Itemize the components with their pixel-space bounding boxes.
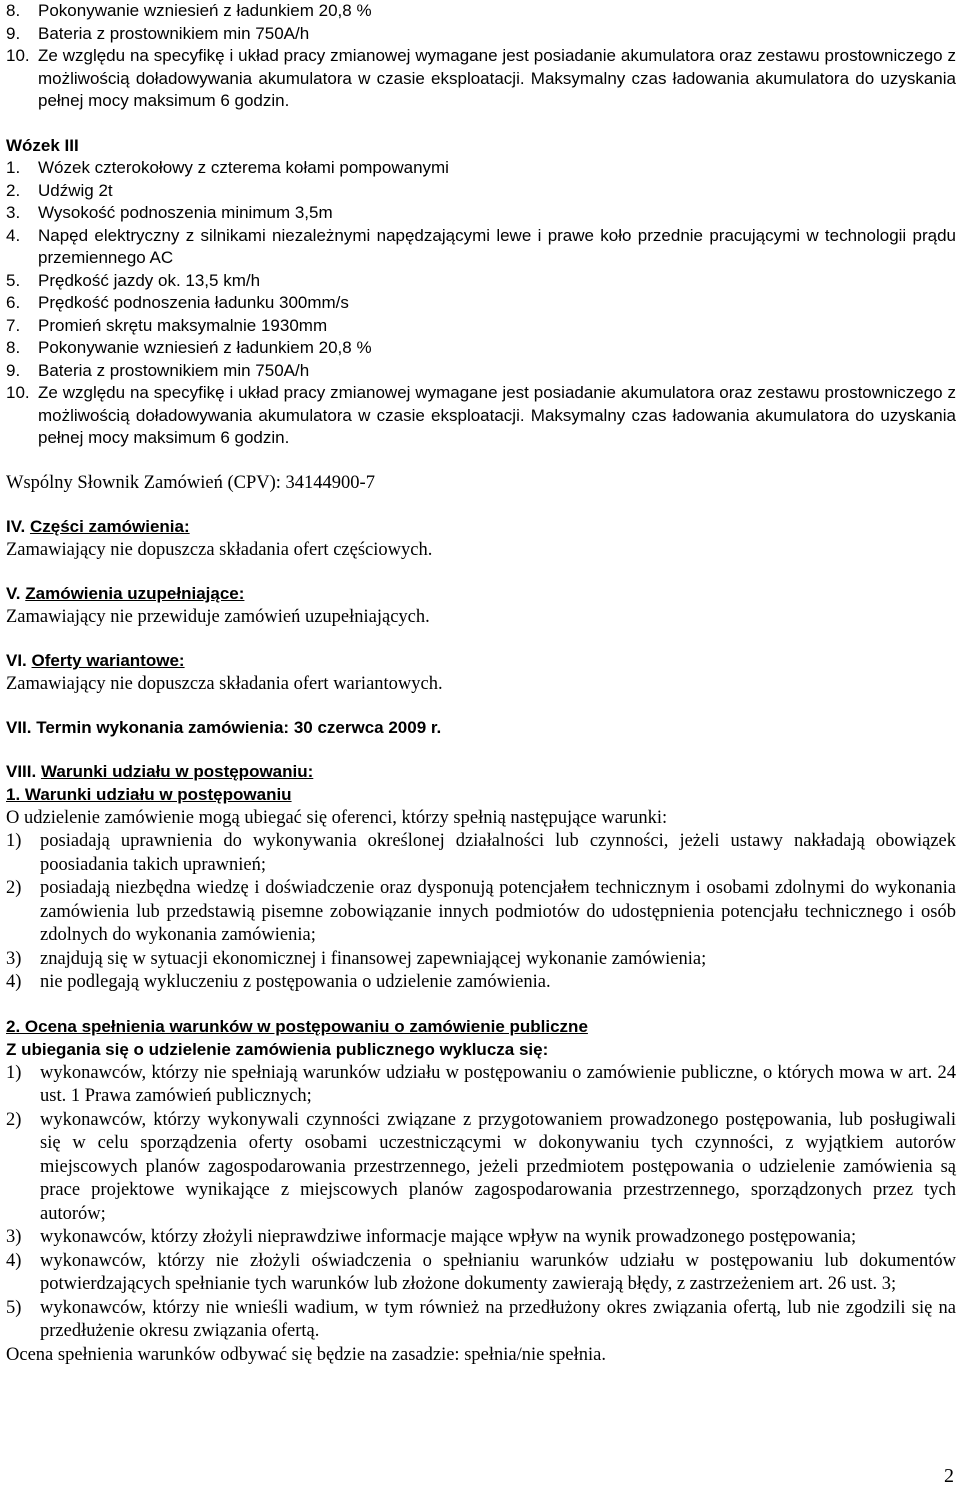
list-item: 2. Udźwig 2t — [6, 180, 113, 200]
wozek-3-title: Wózek III — [6, 135, 79, 155]
list-item: 9. Bateria z prostownikiem min 750A/h — [6, 360, 310, 380]
list-item: 4. Napęd elektryczny z silnikami niezależnymi napędzającymi lewe i prawe koło przednie pracującymi w technologii prądu przemiennego AC — [6, 225, 956, 267]
section-8-sub1-list — [6, 830, 956, 995]
section-5-heading: V. Zamówienia uzupełniające: — [6, 584, 245, 603]
wozek-3-list — [6, 157, 956, 450]
list-item: 3) znajdują się w sytuacji ekonomicznej i finansowej zapewniającej wykonanie zamówienia; — [6, 948, 707, 969]
list-item: 1) posiadają uprawnienia do wykonywania określonej działalności lub czynności, jeżeli ustawy nakładają obowiązek poosiadania takich uprawnień; — [6, 831, 956, 875]
list-item: 2) posiadają niezbędna wiedzę i doświadczenie oraz dysponują potencjałem technicznym i osobami zdolnymi do wykonania zamówienia lub przedstawią pisemne zobowiązanie innych podmiotów do udostępnienia potencjału technicznego i osób zdolnych do wykonania zamówienia; — [6, 878, 956, 945]
section-6-heading: VI. Oferty wariantowe: — [6, 651, 185, 670]
section-4-text: Zamawiający nie dopuszcza składania ofert częściowych. — [6, 539, 433, 560]
cpv-code: Wspólny Słownik Zamówień (CPV): 34144900-7 — [6, 472, 375, 493]
list-item: 3) wykonawców, którzy złożyli nieprawdziwe informacje mające wpływ na wynik prowadzonego postępowania; — [6, 1227, 857, 1247]
list-item: 10. Ze względu na specyfikę i układ pracy zmianowej wymagane jest posiadanie akumulatora oraz zestawu prostowniczego z możliwością doładowywania akumulatora w czasie eksploatacji. Maksymalny czas ładowania akumulatora do uzyskania pełnej mocy maksimum 6 godzin. — [6, 383, 956, 447]
list-item: 2) wykonawców, którzy wykonywali czynności związane z przygotowaniem prowadzonego postępowania, lub posługiwali się w celu sporządzenia oferty osobami uczestniczącymi w dokonywaniu tych czynności, z wyjątkiem autorów miejscowych planów zagospodarowania przestrzennego, jeżeli przedmiotem postępowania o udzielenie zamówienia są prace projektowe wynikające z miejscowych planów zagospodarowania przestrzennego, sporządzonych przez tych autorów; — [6, 1109, 956, 1224]
section-8-sub2-list — [6, 1062, 956, 1344]
section-7-heading: VII. Termin wykonania zamówienia: 30 czerwca 2009 r. — [6, 718, 442, 737]
list-item: 10. Ze względu na specyfikę i układ pracy zmianowej wymagane jest posiadanie akumulatora oraz zestawu prostowniczego z możliwością doładowywania akumulatora w czasie eksploatacji. Maksymalny czas ładowania akumulatora do uzyskania pełnej mocy maksimum 6 godzin. — [6, 46, 956, 110]
list-item: 7. Promień skrętu maksymalnie 1930mm — [6, 315, 328, 335]
list-item: 3. Wysokość podnoszenia minimum 3,5m — [6, 203, 333, 222]
section-8-heading: VIII. Warunki udziału w postępowaniu: — [6, 761, 314, 781]
list-item: 6. Prędkość podnoszenia ładunku 300mm/s — [6, 293, 349, 312]
section-8-sub1-intro: O udzielenie zamówienie mogą ubiegać się oferenci, którzy spełnią następujące warunki: — [6, 807, 668, 828]
section-4-heading: IV. Części zamówienia: — [6, 517, 190, 536]
section-5-text: Zamawiający nie przewiduje zamówień uzupełniających. — [6, 606, 430, 627]
section-8-sub1-title: 1. Warunki udziału w postępowaniu — [6, 785, 292, 804]
list-item: 1) wykonawców, którzy nie spełniają warunków udziału w postępowaniu o zamówienie publiczne, o których mowa w art. 24 ust. 1 Prawa zamówień publicznych; — [6, 1062, 956, 1106]
section-8-sub2-title: 2. Ocena spełnienia warunków w postępowaniu o zamówienie publiczne — [6, 1016, 588, 1036]
section-8-sub2-closing: Ocena spełnienia warunków odbywać się będzie na zasadzie: spełnia/nie spełnia. — [6, 1344, 606, 1365]
page-number: 2 — [944, 1465, 954, 1487]
list-item: 4) nie podlegają wykluczeniu z postępowania o udzielenie zamówienia. — [6, 972, 551, 992]
list-item: 9. Bateria z prostownikiem min 750A/h — [6, 23, 310, 43]
top-list — [6, 0, 956, 113]
list-item: 8. Pokonywanie wzniesień z ładunkiem 20,8 % — [6, 1, 372, 20]
list-item: 5. Prędkość jazdy ok. 13,5 km/h — [6, 270, 261, 290]
section-6-text: Zamawiający nie dopuszcza składania ofert wariantowych. — [6, 673, 443, 694]
section-8-sub2-subtitle: Z ubiegania się o udzielenie zamówienia publicznego wyklucza się: — [6, 1040, 549, 1059]
list-item: 5) wykonawców, którzy nie wnieśli wadium, w tym również na przedłużony okres związania ofertą, lub nie zgodzili się na przedłużenie okresu związania ofertą. — [6, 1297, 956, 1341]
list-item: 8. Pokonywanie wzniesień z ładunkiem 20,8 % — [6, 338, 372, 357]
list-item: 1. Wózek czterokołowy z czterema kołami pompowanymi — [6, 158, 449, 177]
list-item: 4) wykonawców, którzy nie złożyli oświadczenia o spełnianiu warunków udziału w postępowaniu lub dokumentów potwierdzających spełnianie tych warunków lub złożone dokumenty zawierają błędy, z zastrzeżeniem art. 26 ust. 3; — [6, 1250, 956, 1294]
